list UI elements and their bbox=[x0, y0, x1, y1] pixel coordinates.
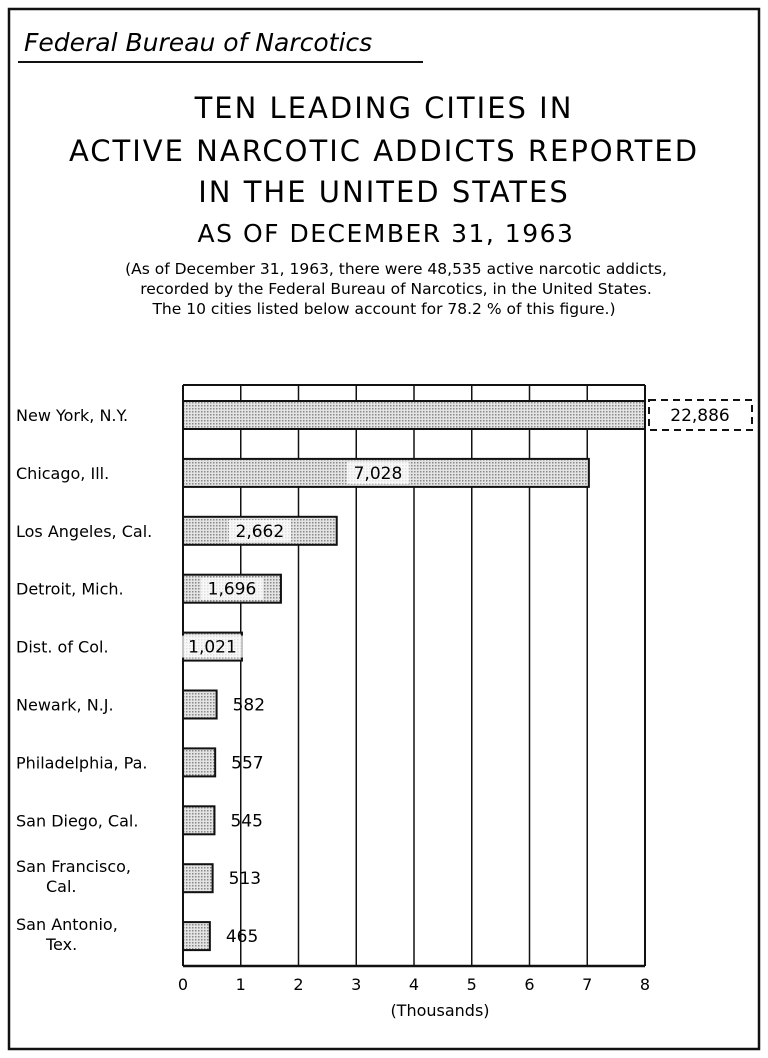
category-label: Newark, N.J. bbox=[16, 695, 114, 715]
bar bbox=[183, 401, 645, 429]
value-label: 1,021 bbox=[188, 637, 237, 658]
title-line-3: IN THE UNITED STATES bbox=[198, 175, 570, 209]
value-label: 545 bbox=[230, 811, 263, 832]
x-tick-label: 7 bbox=[582, 975, 593, 994]
subtitle: AS OF DECEMBER 31, 1963 bbox=[197, 219, 575, 248]
category-label: Los Angeles, Cal. bbox=[16, 521, 153, 541]
category-label: Cal. bbox=[46, 877, 77, 897]
x-tick-label: 3 bbox=[351, 975, 362, 994]
value-label: 1,696 bbox=[207, 579, 257, 600]
x-tick-label: 6 bbox=[524, 975, 535, 994]
bar bbox=[183, 806, 214, 834]
value-label: 22,886 bbox=[670, 406, 730, 426]
bar bbox=[183, 748, 215, 776]
value-label: 2,662 bbox=[235, 521, 285, 542]
bar bbox=[183, 922, 210, 950]
category-label: New York, N.Y. bbox=[16, 406, 129, 425]
value-label: 7,028 bbox=[353, 463, 403, 484]
category-label: Tex. bbox=[46, 935, 78, 955]
plot-area bbox=[16, 385, 752, 994]
category-label: Chicago, Ill. bbox=[16, 463, 110, 483]
value-label: 465 bbox=[225, 927, 259, 948]
bar bbox=[183, 691, 217, 719]
x-tick-label: 4 bbox=[408, 975, 420, 994]
x-tick-label: 5 bbox=[466, 975, 477, 994]
category-label: Dist. of Col. bbox=[16, 637, 109, 657]
agency-name: Federal Bureau of Narcotics bbox=[24, 28, 373, 57]
category-label: Philadelphia, Pa. bbox=[16, 753, 148, 773]
title-line-1: TEN LEADING CITIES IN bbox=[194, 91, 574, 125]
category-label: San Francisco, bbox=[16, 857, 131, 877]
x-axis-label: (Thousands) bbox=[390, 1001, 490, 1020]
x-tick-label: 2 bbox=[293, 975, 304, 994]
category-label: Detroit, Mich. bbox=[16, 579, 124, 599]
x-tick-label: 8 bbox=[639, 975, 651, 994]
value-label: 557 bbox=[231, 753, 264, 774]
title-line-2: ACTIVE NARCOTIC ADDICTS REPORTED bbox=[68, 134, 700, 168]
category-label: San Diego, Cal. bbox=[16, 811, 139, 831]
note-line-1: (As of December 31, 1963, there were 48,535 active narcotic addicts, bbox=[125, 260, 667, 278]
category-label: San Antonio, bbox=[16, 915, 118, 935]
x-tick-label: 1 bbox=[235, 975, 246, 994]
value-label: 582 bbox=[232, 695, 266, 716]
x-tick-label: 0 bbox=[177, 975, 189, 994]
note-line-2: recorded by the Federal Bureau of Narcotics, in the United States. bbox=[140, 280, 652, 298]
value-label: 513 bbox=[228, 869, 262, 890]
bar bbox=[183, 864, 213, 892]
note-line-3: The 10 cities listed below account for 78.2 % of this figure.) bbox=[152, 300, 616, 318]
